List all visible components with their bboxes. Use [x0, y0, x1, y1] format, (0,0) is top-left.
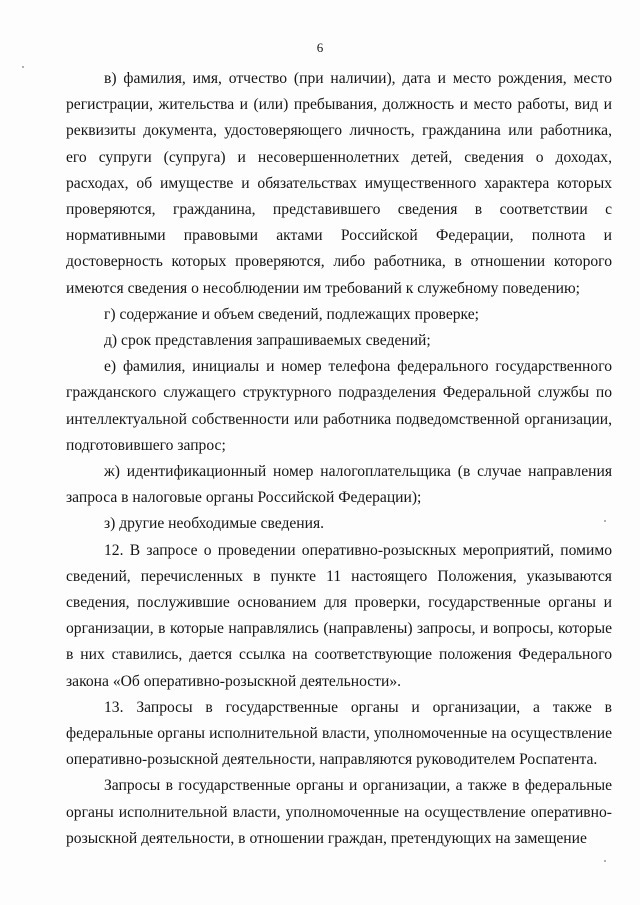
page-number: 6: [316, 40, 324, 55]
paragraph-item-v: в) фамилия, имя, отчество (при наличии), дата и место рождения, место регистрации, жительства и (или) пребывания, должность и место работы, вид и реквизиты документа, удостоверяющего личность, гражданина или работника, его супруги (супруга) и несовершеннолетних детей, сведения о доходах, расходах, об имуществе и обязательствах имущественного характера которых проверяются, гражданина, представившего сведения в соответствии с нормативными правовыми актами Российской Федерации, полнота и достоверность которых проверяются, либо работника, в отношении которого имеются сведения о несоблюдении им требований к служебному поведению;: [66, 70, 612, 297]
scan-speck: [22, 66, 24, 68]
paragraph-item-e: е) фамилия, инициалы и номер телефона федерального государственного гражданского служащего структурного подразделения Федеральной службы по интеллектуальной собственности или работника подведомственной организации, подготовившего запрос;: [66, 358, 612, 454]
paragraph-item-d: д) срок представления запрашиваемых сведений;: [104, 332, 431, 350]
scan-speck: [604, 520, 606, 522]
paragraph-item-g: г) содержание и объем сведений, подлежащих проверке;: [104, 305, 479, 323]
paragraph-item-zh: ж) идентификационный номер налогоплательщика (в случае направления запроса в налоговые органы Российской Федерации);: [66, 463, 612, 507]
paragraph-clause-13: 13. Запросы в государственные органы и организации, а также в федеральные органы исполнительной власти, уполномоченные на осуществление оперативно-розыскной деятельности, направляются руководителем Роспатента.: [66, 698, 612, 769]
paragraph-item-z: з) другие необходимые сведения.: [104, 515, 325, 533]
scan-speck: [604, 860, 606, 862]
paragraph-clause-12: 12. В запросе о проведении оперативно-розыскных мероприятий, помимо сведений, перечисленных в пункте 11 настоящего Положения, указываются сведения, послужившие основанием для проверки, государственные органы и организации, в которые направлялись (направлены) запросы, и вопросы, которые в них ставились, дается ссылка на соответствующие положения Федерального закона «Об оперативно-розыскной деятельности».: [66, 541, 612, 690]
document-body: [66, 66, 612, 852]
paragraph-requests: Запросы в государственные органы и организации, а также в федеральные органы исполнительной власти, уполномоченные на осуществление оперативно-розыскной деятельности, в отношении граждан, претендующих на замещение: [66, 777, 612, 847]
